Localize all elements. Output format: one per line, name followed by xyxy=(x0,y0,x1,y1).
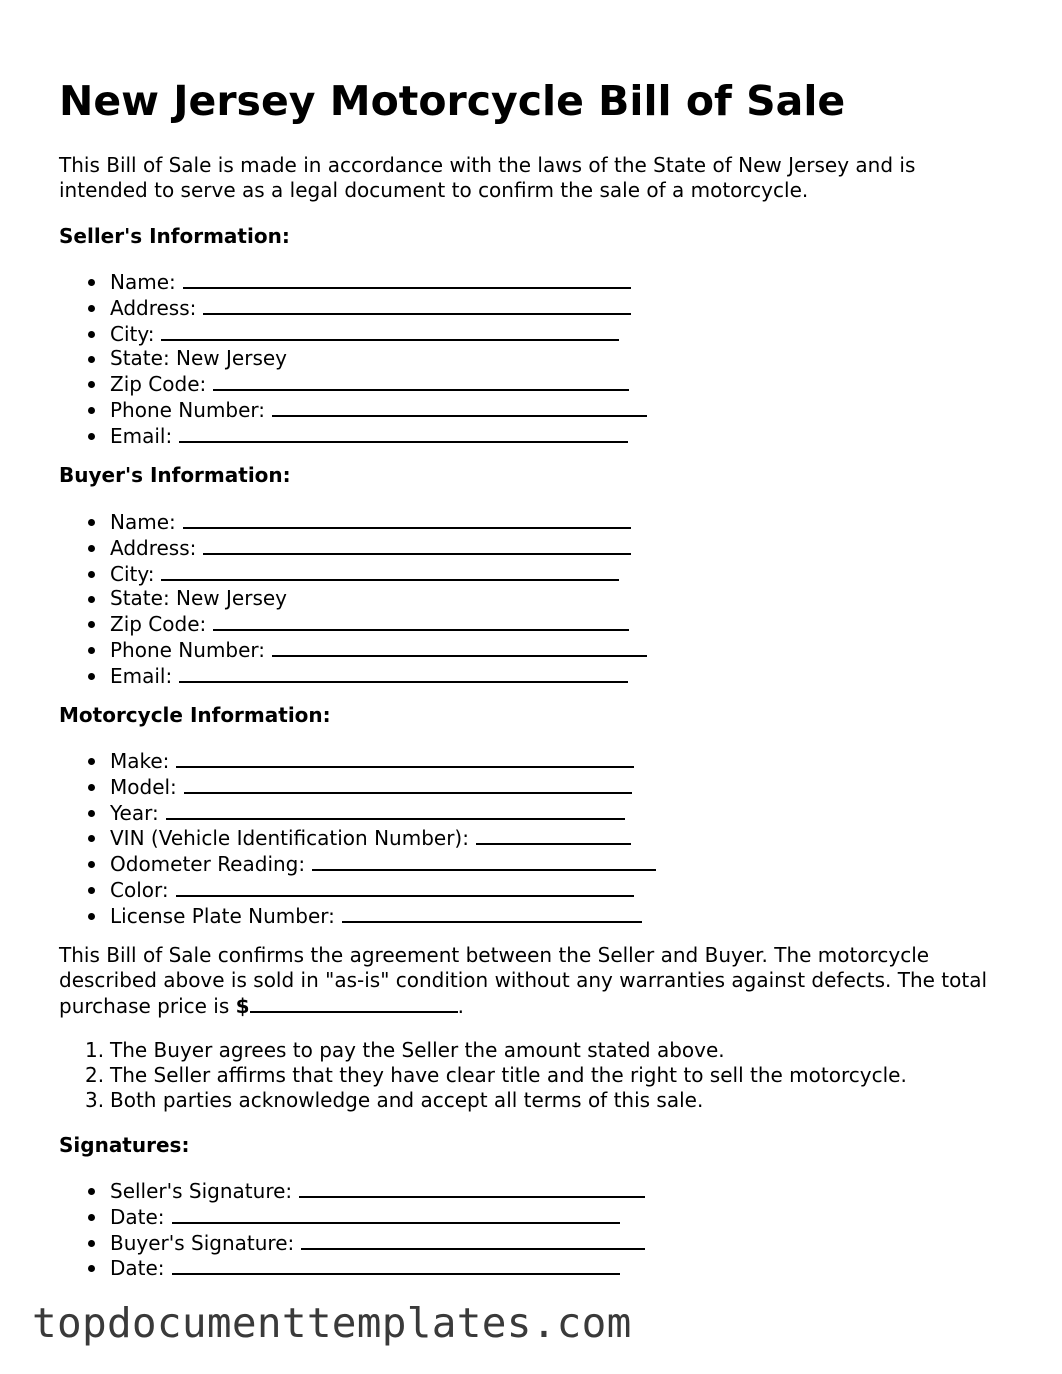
field-label: VIN (Vehicle Identification Number): xyxy=(110,826,469,851)
intro-paragraph: This Bill of Sale is made in accordance with the laws of the State of New Jersey and is intended to serve as a legal document to confirm the sale of a motorcycle. xyxy=(59,153,916,202)
motorcycle-color-item xyxy=(59,877,656,903)
field-label: Name: xyxy=(110,510,176,534)
buyer-heading: Buyer's Information: xyxy=(59,463,291,487)
signatures-heading: Signatures: xyxy=(59,1133,190,1157)
buyer-zip-item xyxy=(59,611,647,637)
seller-city-item xyxy=(59,321,647,347)
field-label: Odometer Reading: xyxy=(110,852,306,877)
purchase-price-field[interactable] xyxy=(250,993,458,1013)
field-label: Email: xyxy=(110,423,173,448)
seller-name-field[interactable] xyxy=(183,269,631,289)
terms-list xyxy=(59,1038,907,1112)
field-label: Name: xyxy=(110,270,176,294)
buyer-email-field[interactable] xyxy=(179,663,628,683)
field-label: Date: xyxy=(110,1256,165,1281)
seller-fields-list xyxy=(59,269,647,449)
seller-phone-field[interactable] xyxy=(272,397,647,417)
motorcycle-odometer-field[interactable] xyxy=(312,851,656,871)
buyer-address-item xyxy=(59,535,647,561)
field-label: Seller's Signature: xyxy=(110,1179,293,1203)
buyer-signature-item xyxy=(59,1230,645,1256)
seller-name-item xyxy=(59,269,647,295)
buyer-city-item xyxy=(59,561,647,587)
agreement-paragraph xyxy=(59,943,1019,1019)
field-label: Zip Code: xyxy=(110,612,207,637)
term-number: 2. xyxy=(85,1062,105,1087)
seller-state-item xyxy=(59,346,647,371)
buyer-phone-item xyxy=(59,637,647,663)
motorcycle-make-field[interactable] xyxy=(176,748,634,768)
term-item xyxy=(59,1088,907,1113)
motorcycle-fields-list xyxy=(59,748,656,929)
seller-address-field[interactable] xyxy=(203,295,631,315)
field-label: Year: xyxy=(110,800,159,825)
motorcycle-plate-field[interactable] xyxy=(342,903,642,923)
seller-heading: Seller's Information: xyxy=(59,224,290,248)
field-label: State: New Jersey xyxy=(110,586,288,611)
field-label: Address: xyxy=(110,535,197,560)
seller-email-field[interactable] xyxy=(179,423,628,443)
motorcycle-vin-field[interactable] xyxy=(476,825,631,845)
motorcycle-heading: Motorcycle Information: xyxy=(59,703,331,727)
seller-city-field[interactable] xyxy=(161,321,619,341)
field-label: Address: xyxy=(110,295,197,320)
field-label: Phone Number: xyxy=(110,637,266,662)
buyer-fields-list xyxy=(59,509,647,689)
seller-address-item xyxy=(59,295,647,321)
motorcycle-color-field[interactable] xyxy=(176,877,634,897)
seller-signature-item xyxy=(59,1178,645,1204)
seller-phone-item xyxy=(59,397,647,423)
buyer-date-item xyxy=(59,1255,645,1281)
term-item xyxy=(59,1063,907,1088)
field-label: Color: xyxy=(110,877,169,902)
motorcycle-odometer-item xyxy=(59,851,656,877)
field-label: Model: xyxy=(110,774,177,799)
field-label: Buyer's Signature: xyxy=(110,1230,295,1255)
term-number: 3. xyxy=(85,1087,105,1112)
seller-email-item xyxy=(59,423,647,449)
buyer-phone-field[interactable] xyxy=(272,637,647,657)
seller-signature-field[interactable] xyxy=(299,1178,645,1198)
agreement-end: . xyxy=(457,994,464,1018)
buyer-email-item xyxy=(59,663,647,689)
buyer-name-item xyxy=(59,509,647,535)
field-label: Phone Number: xyxy=(110,397,266,422)
buyer-city-field[interactable] xyxy=(161,561,619,581)
term-number: 1. xyxy=(85,1038,105,1062)
term-text: Both parties acknowledge and accept all terms of this sale. xyxy=(110,1087,704,1112)
signatures-list xyxy=(59,1178,645,1281)
watermark: topdocumenttemplates.com xyxy=(32,1299,632,1347)
buyer-name-field[interactable] xyxy=(183,509,631,529)
motorcycle-year-field[interactable] xyxy=(166,800,625,820)
seller-date-field[interactable] xyxy=(172,1204,620,1224)
motorcycle-vin-item xyxy=(59,825,656,851)
field-label: Zip Code: xyxy=(110,372,207,397)
field-label: Make: xyxy=(110,749,170,773)
field-label: City: xyxy=(110,561,155,586)
field-label: City: xyxy=(110,321,155,346)
agreement-text: This Bill of Sale confirms the agreement between the Seller and Buyer. The motorcycle described above is sold in "as-is" condition without any warranties against defects. The total purchase price is xyxy=(59,943,988,1018)
motorcycle-model-item xyxy=(59,774,656,800)
field-label: Date: xyxy=(110,1204,165,1229)
term-text: The Buyer agrees to pay the Seller the amount stated above. xyxy=(110,1038,725,1062)
buyer-state-item xyxy=(59,586,647,611)
buyer-signature-field[interactable] xyxy=(301,1230,645,1250)
seller-zip-field[interactable] xyxy=(213,371,629,391)
buyer-zip-field[interactable] xyxy=(213,611,629,631)
motorcycle-plate-item xyxy=(59,903,656,929)
buyer-date-field[interactable] xyxy=(172,1255,620,1275)
currency-symbol: $ xyxy=(235,994,250,1018)
term-item xyxy=(59,1038,907,1063)
buyer-address-field[interactable] xyxy=(203,535,631,555)
field-label: Email: xyxy=(110,663,173,688)
term-text: The Seller affirms that they have clear title and the right to sell the motorcycle. xyxy=(110,1062,907,1087)
seller-zip-item xyxy=(59,371,647,397)
seller-date-item xyxy=(59,1204,645,1230)
motorcycle-make-item xyxy=(59,748,656,774)
field-label: License Plate Number: xyxy=(110,903,335,928)
motorcycle-model-field[interactable] xyxy=(184,774,632,794)
field-label: State: New Jersey xyxy=(110,346,288,371)
motorcycle-year-item xyxy=(59,800,656,826)
page-title: New Jersey Motorcycle Bill of Sale xyxy=(59,77,846,125)
